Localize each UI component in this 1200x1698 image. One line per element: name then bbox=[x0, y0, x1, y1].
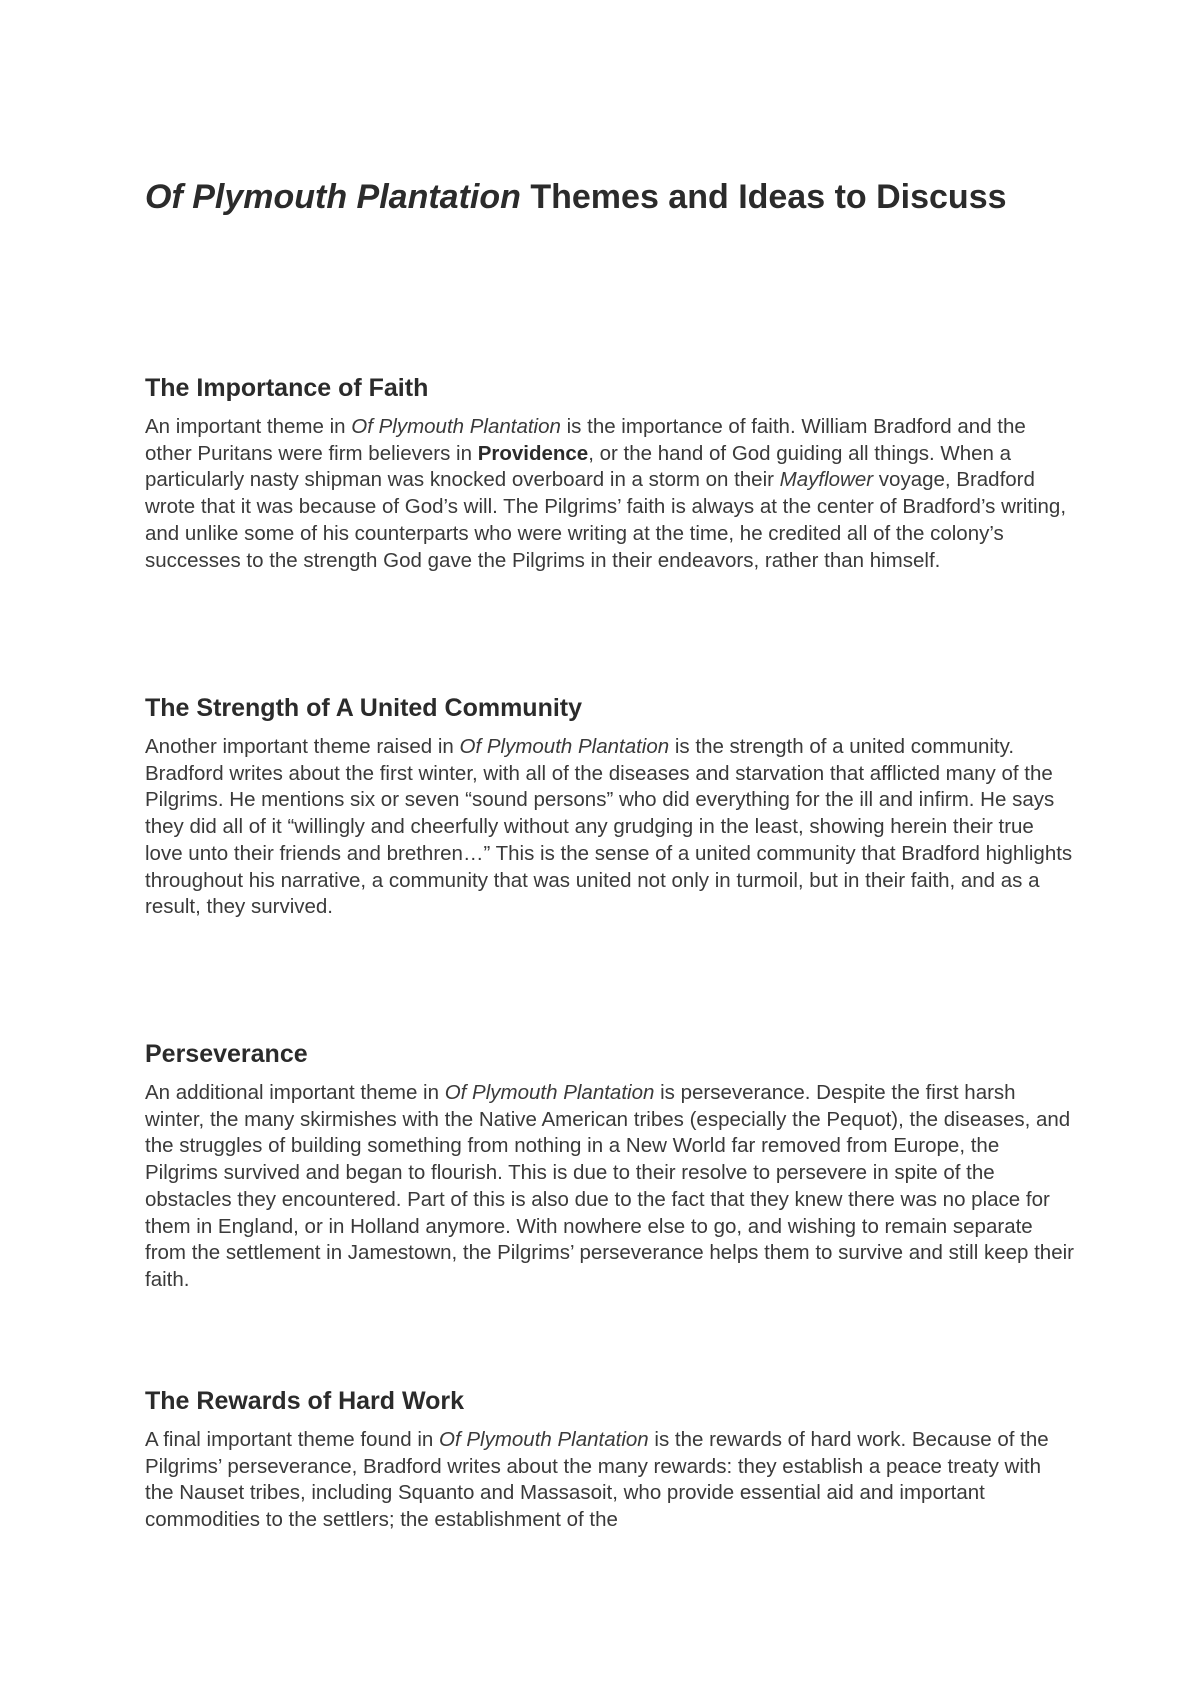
section-heading: Perseverance bbox=[145, 1040, 308, 1068]
text-run: A final important theme found in bbox=[145, 1428, 440, 1451]
page-title-rest: Themes and Ideas to Discuss bbox=[520, 178, 1007, 216]
text-run: An additional important theme in bbox=[145, 1081, 445, 1104]
section-heading: The Rewards of Hard Work bbox=[145, 1387, 465, 1415]
section-perseverance bbox=[145, 1038, 1075, 1294]
italic-run: Of Plymouth Plantation bbox=[459, 735, 670, 758]
italic-run: Of Plymouth Plantation bbox=[351, 415, 561, 438]
text-run: is the importance of faith. William Bradford and the other Puritans were firm believers in bbox=[145, 415, 1026, 465]
section-paragraph bbox=[145, 1427, 1075, 1534]
page-title-italic: Of Plymouth Plantation bbox=[145, 178, 521, 216]
document-page bbox=[145, 176, 1075, 1532]
text-run: is the strength of a united community. Bradford writes about the first winter, with all of the diseases and starvation that afflicted many of the Pilgrims. He mentions six or seven “sound persons” who did everything for the ill and infirm. He says they did all of it “willingly and cheerfully without any grudging in the least, showing herein their true love unto their friends and brethren…” This is the sense of a united community that Bradford highlights throughout his narrative, a community that was united not only in turmoil, but in their faith, and as a result, they survived. bbox=[145, 735, 1073, 919]
text-run: Another important theme raised in bbox=[145, 735, 460, 758]
text-run: is the rewards of hard work. Because of the Pilgrims’ perseverance, Bradford writes about the many rewards: they establish a peace treaty with the Nauset tribes, including Squanto and Massasoit, who provide essential aid and important commodities to the settlers; the establishment of the bbox=[145, 1428, 1049, 1532]
text-run: is perseverance. Despite the first harsh winter, the many skirmishes with the Native American tribes (especially the Pequot), the diseases, and the struggles of building something from nothing in a New World far removed from Europe, the Pilgrims survived and began to flourish. This is due to their resolve to persevere in spite of the obstacles they encountered. Part of this is also due to the fact that they knew there was no place for them in England, or in Holland anymore. With nowhere else to go, and wishing to remain separate from the settlement in Jamestown, the Pilgrims’ perseverance helps them to survive and still keep their faith. bbox=[145, 1081, 1074, 1291]
section-paragraph bbox=[145, 414, 1075, 574]
italic-run: Mayflower bbox=[779, 468, 874, 492]
section-paragraph bbox=[145, 734, 1075, 921]
text-run: voyage, Bradford wrote that it was because of God’s will. The Pilgrims’ faith is always at the center of Bradford’s writing, and unlike some of his counterparts who were writing at the time, he credited all of the colony’s successes to the strength God gave the Pilgrims in their endeavors, rather than himself. bbox=[145, 468, 1067, 572]
text-run: , or the hand of God guiding all things. When a particularly nasty shipman was knocked overboard in a storm on their bbox=[145, 441, 1012, 492]
bold-term: Providence bbox=[477, 441, 589, 465]
italic-run: Of Plymouth Plantation bbox=[444, 1081, 655, 1104]
text-run: An important theme in bbox=[145, 415, 352, 438]
italic-run: Of Plymouth Plantation bbox=[439, 1428, 649, 1451]
section-united-community bbox=[145, 692, 1075, 921]
section-heading: The Importance of Faith bbox=[145, 374, 429, 402]
section-heading: The Strength of A United Community bbox=[145, 694, 583, 722]
section-paragraph bbox=[145, 1080, 1075, 1294]
section-importance-of-faith bbox=[145, 372, 1075, 574]
page-title bbox=[145, 176, 1075, 219]
section-rewards-of-hard-work bbox=[145, 1385, 1075, 1534]
